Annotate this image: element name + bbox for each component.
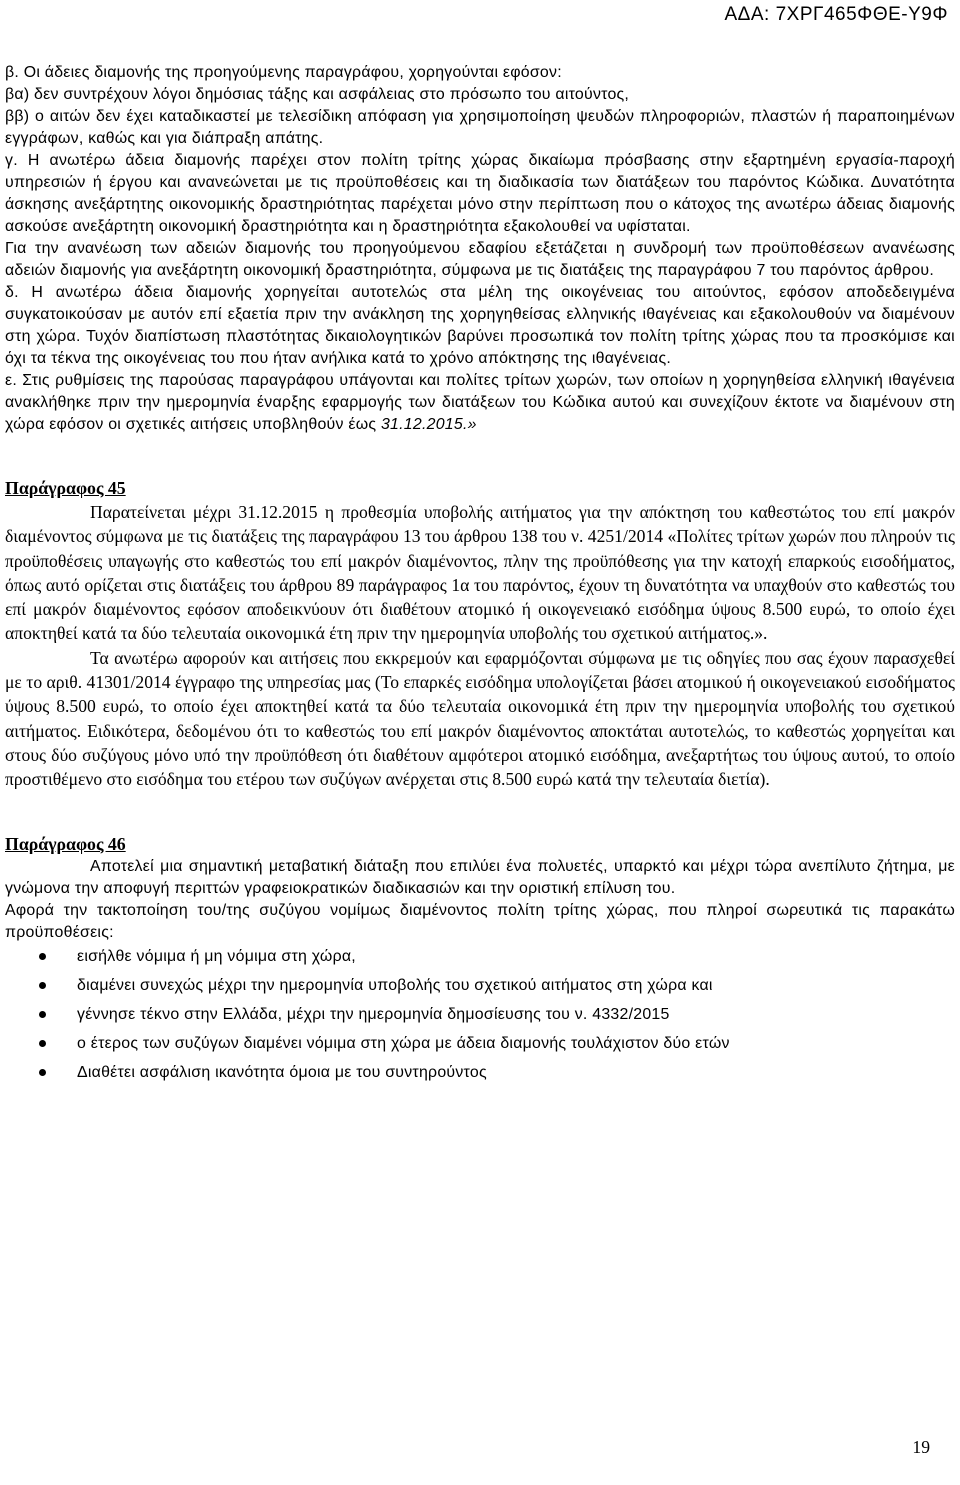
list-item [77, 946, 955, 968]
paragraph-e-date: 31.12.2015.» [380, 416, 477, 433]
list-item-text: Διαθέτει ασφάλιση ικανότητα όμοια με του συντηρούντος [77, 1063, 487, 1081]
heading-paragraph-45: Παράγραφος 45 [5, 478, 126, 498]
bullet-icon [39, 1011, 46, 1018]
paragraph-b-intro: β. Οι άδειες διαμονής της προηγούμενης παραγράφου, χορηγούνται εφόσον: [5, 64, 562, 81]
section-block1 [5, 62, 955, 436]
list-item [77, 1033, 955, 1055]
paragraph-d-part1: δ. Η ανωτέρω άδεια διαμονής χορηγείται αυτοτελώς στα μέλη της οικογένειας του αιτούντος, εφόσον αποδεδειγμένα συγκατοικούσαν με αυτόν επί εξαετία πριν την ανάκληση της χορηγηθείσας ελληνικής ιθαγένειας και εξακολουθούν να διαμένουν στη χώρα. [5, 284, 955, 345]
paragraph-d [5, 282, 955, 370]
list-item-text: ο έτερος των συζύγων διαμένει νόμιμα στη χώρα με άδεια διαμονής τουλάχιστον δύο ετών [77, 1034, 730, 1052]
section-paragraph-45 [5, 500, 955, 792]
bullet-icon [39, 1069, 46, 1076]
bullet-icon [39, 953, 46, 960]
list-item-text: εισήλθε νόμιμα ή μη νόμιμα στη χώρα, [77, 947, 356, 965]
paragraph-e-text: ε. Στις ρυθμίσεις της παρούσας παραγράφου υπάγονται και πολίτες τρίτων χωρών, των οποίων η χορηγηθείσα ελληνική ιθαγένεια ανακλήθηκε πριν την ημερομηνία έναρξης εφαρμογής των διατάξεων του Κώδικα αυτού και συνεχίζουν έκτοτε να διαμένουν στη χώρα εφόσον οι σχετικές αιτήσεις υποβληθούν έως [5, 372, 955, 433]
par46-paragraph-2: Αφορά την τακτοποίηση του/της συζύγου νομίμως διαμένοντος πολίτη τρίτης χώρας, που πληροί σωρευτικά τις παρακάτω προϋποθέσεις: [5, 901, 955, 941]
bullet-icon [39, 982, 46, 989]
paragraph-renewal: Για την ανανέωση των αδειών διαμονής του προηγούμενου εδαφίου εξετάζεται η συνδρομή των προϋποθέσεων ανανέωσης αδειών διαμονής για ανεξάρτητη οικονομική δραστηριότητα, σύμφωνα με τις διατάξεις της παραγράφου 7 του παρόντος άρθρου. [5, 240, 955, 279]
paragraph-bb: ββ) ο αιτών δεν έχει καταδικαστεί με τελεσίδικη απόφαση για χρησιμοποίηση ψευδών πληροφοριών, πλαστών ή παραποιημένων εγγράφων, καθώς και για διάπραξη απάτης. [5, 108, 955, 147]
paragraph-g [5, 150, 955, 238]
document-body [5, 62, 955, 1091]
bullet-icon [39, 1040, 46, 1047]
heading-paragraph-46: Παράγραφος 46 [5, 833, 126, 854]
par46-paragraph-1: Αποτελεί μια σημαντική μεταβατική διάταξη που επιλύει ένα πολυετές, υπαρκτό και μέχρι τώρα ανεπίλυτο ζήτημα, με γνώμονα την αποφυγή περιττών γραφειοκρατικών διαδικασιών και την οριστική επίλυση του. [5, 857, 955, 897]
list-item-text: γέννησε τέκνο στην Ελλάδα, μέχρι την ημερομηνία δημοσίευσης του ν. 4332/2015 [77, 1005, 670, 1023]
paragraph-g-part1: γ. Η ανωτέρω άδεια διαμονής παρέχει στον πολίτη τρίτης χώρας δικαίωμα πρόσβασης στην εξαρτημένη εργασία-παροχή υπηρεσιών ή έργου και ανανεώνεται με τις προϋποθέσεις και τη διαδικασία των διατάξεων του παρόντος Κώδικα. [5, 152, 955, 191]
list-item [77, 1062, 955, 1084]
list-item [77, 975, 955, 997]
ada-code: ΑΔΑ: 7ΧΡΓ465ΦΘΕ-Υ9Φ [724, 4, 948, 25]
paragraph-d-part2: Τυχόν διαπίστωση πλαστότητας δικαιολογητικών βαρύνει προσωπικά τον πολίτη τρίτης χώρας που τα προσκόμισε και όχι τα τέκνα της οικογένειας του που ήταν ανήλικα κατά το χρόνο απόκτησης της ιθαγένειας. [5, 328, 955, 367]
par45-paragraph-1: Παρατείνεται μέχρι 31.12.2015 η προθεσμία υποβολής αιτήματος για την απόκτηση του καθεστώτος του επί μακρόν διαμένοντος σύμφωνα με τις διατάξεις της παραγράφου 13 του άρθρου 138 του ν. 4251/2014 «Πολίτες τρίτων χωρών που πληρούν τις προϋποθέσεις υπαγωγής στο καθεστώς του επί μακρόν διαμένοντος, πλην της προϋπόθεσης για την κατοχή επαρκούς εισοδήματος, όπως αυτό ορίζεται στις διατάξεις του άρθρου 89 παράγραφος 1α του παρόντος, έχουν τη δυνατότητα να υπαχθούν στο καθεστώς του επί μακρόν διαμένοντος εφόσον αποδεικνύουν ότι διαθέτουν ατομικό ή οικογενειακό εισόδημα ύψους 8.500 ευρώ, το οποίο έχει αποκτηθεί κατά τα δύο τελευταία οικονομικά έτη πριν την ημερομηνία υποβολής του σχετικού αιτήματος.». [5, 502, 955, 644]
paragraph-ba: βα) δεν συντρέχουν λόγοι δημόσιας τάξης και ασφάλειας στο πρόσωπο του αιτούντος, [5, 86, 630, 103]
par45-paragraph-2: Τα ανωτέρω αφορούν και αιτήσεις που εκκρεμούν και εφαρμόζονται σύμφωνα με τις οδηγίες που σας έχουν παρασχεθεί με το αριθ. 41301/2014 έγγραφο της υπηρεσίας μας (Το επαρκές εισόδημα υπολογίζεται βάσει ατομικού ή οικογενειακού εισοδήματος ύψους 8.500 ευρώ, το οποίο έχει αποκτηθεί κατά τα δύο τελευταία οικονομικά έτη πριν την ημερομηνία υποβολής του σχετικού αιτήματος. Ειδικότερα, δεδομένου ότι το καθεστώς του επί μακρόν διαμένοντος αποκτάται αυτοτελώς, το καθεστώς χορηγείται και στους δύο συζύγους μόνο υπό την προϋπόθεση ότι διαθέτουν αμφότεροι ατομικό εισόδημα, ανεξαρτήτως του ύψους αυτού, το οποίο προστιθέμενο στο εισόδημα του ετέρου των συζύγων ανέρχεται στις 8.500 ευρώ κατά την τελευταία διετία). [5, 647, 955, 790]
list-item [77, 1004, 955, 1026]
page-number: 19 [912, 1437, 930, 1457]
paragraph-g-part2: Δυνατότητα άσκησης ανεξάρτητης οικονομικής δραστηριότητας παρέχεται μόνο στην περίπτωση που ο κάτοχος της ανωτέρω άδειας διαμονής ασκούσε ανεξάρτητη οικονομική δραστηριότητα και η δραστηριότητα εξακολουθεί να υφίσταται. [5, 174, 955, 235]
par46-bullet-list [5, 946, 955, 1084]
paragraph-e [5, 370, 955, 436]
section-paragraph-46 [5, 856, 955, 944]
list-item-text: διαμένει συνεχώς μέχρι την ημερομηνία υποβολής του σχετικού αιτήματος στη χώρα και [77, 976, 713, 994]
